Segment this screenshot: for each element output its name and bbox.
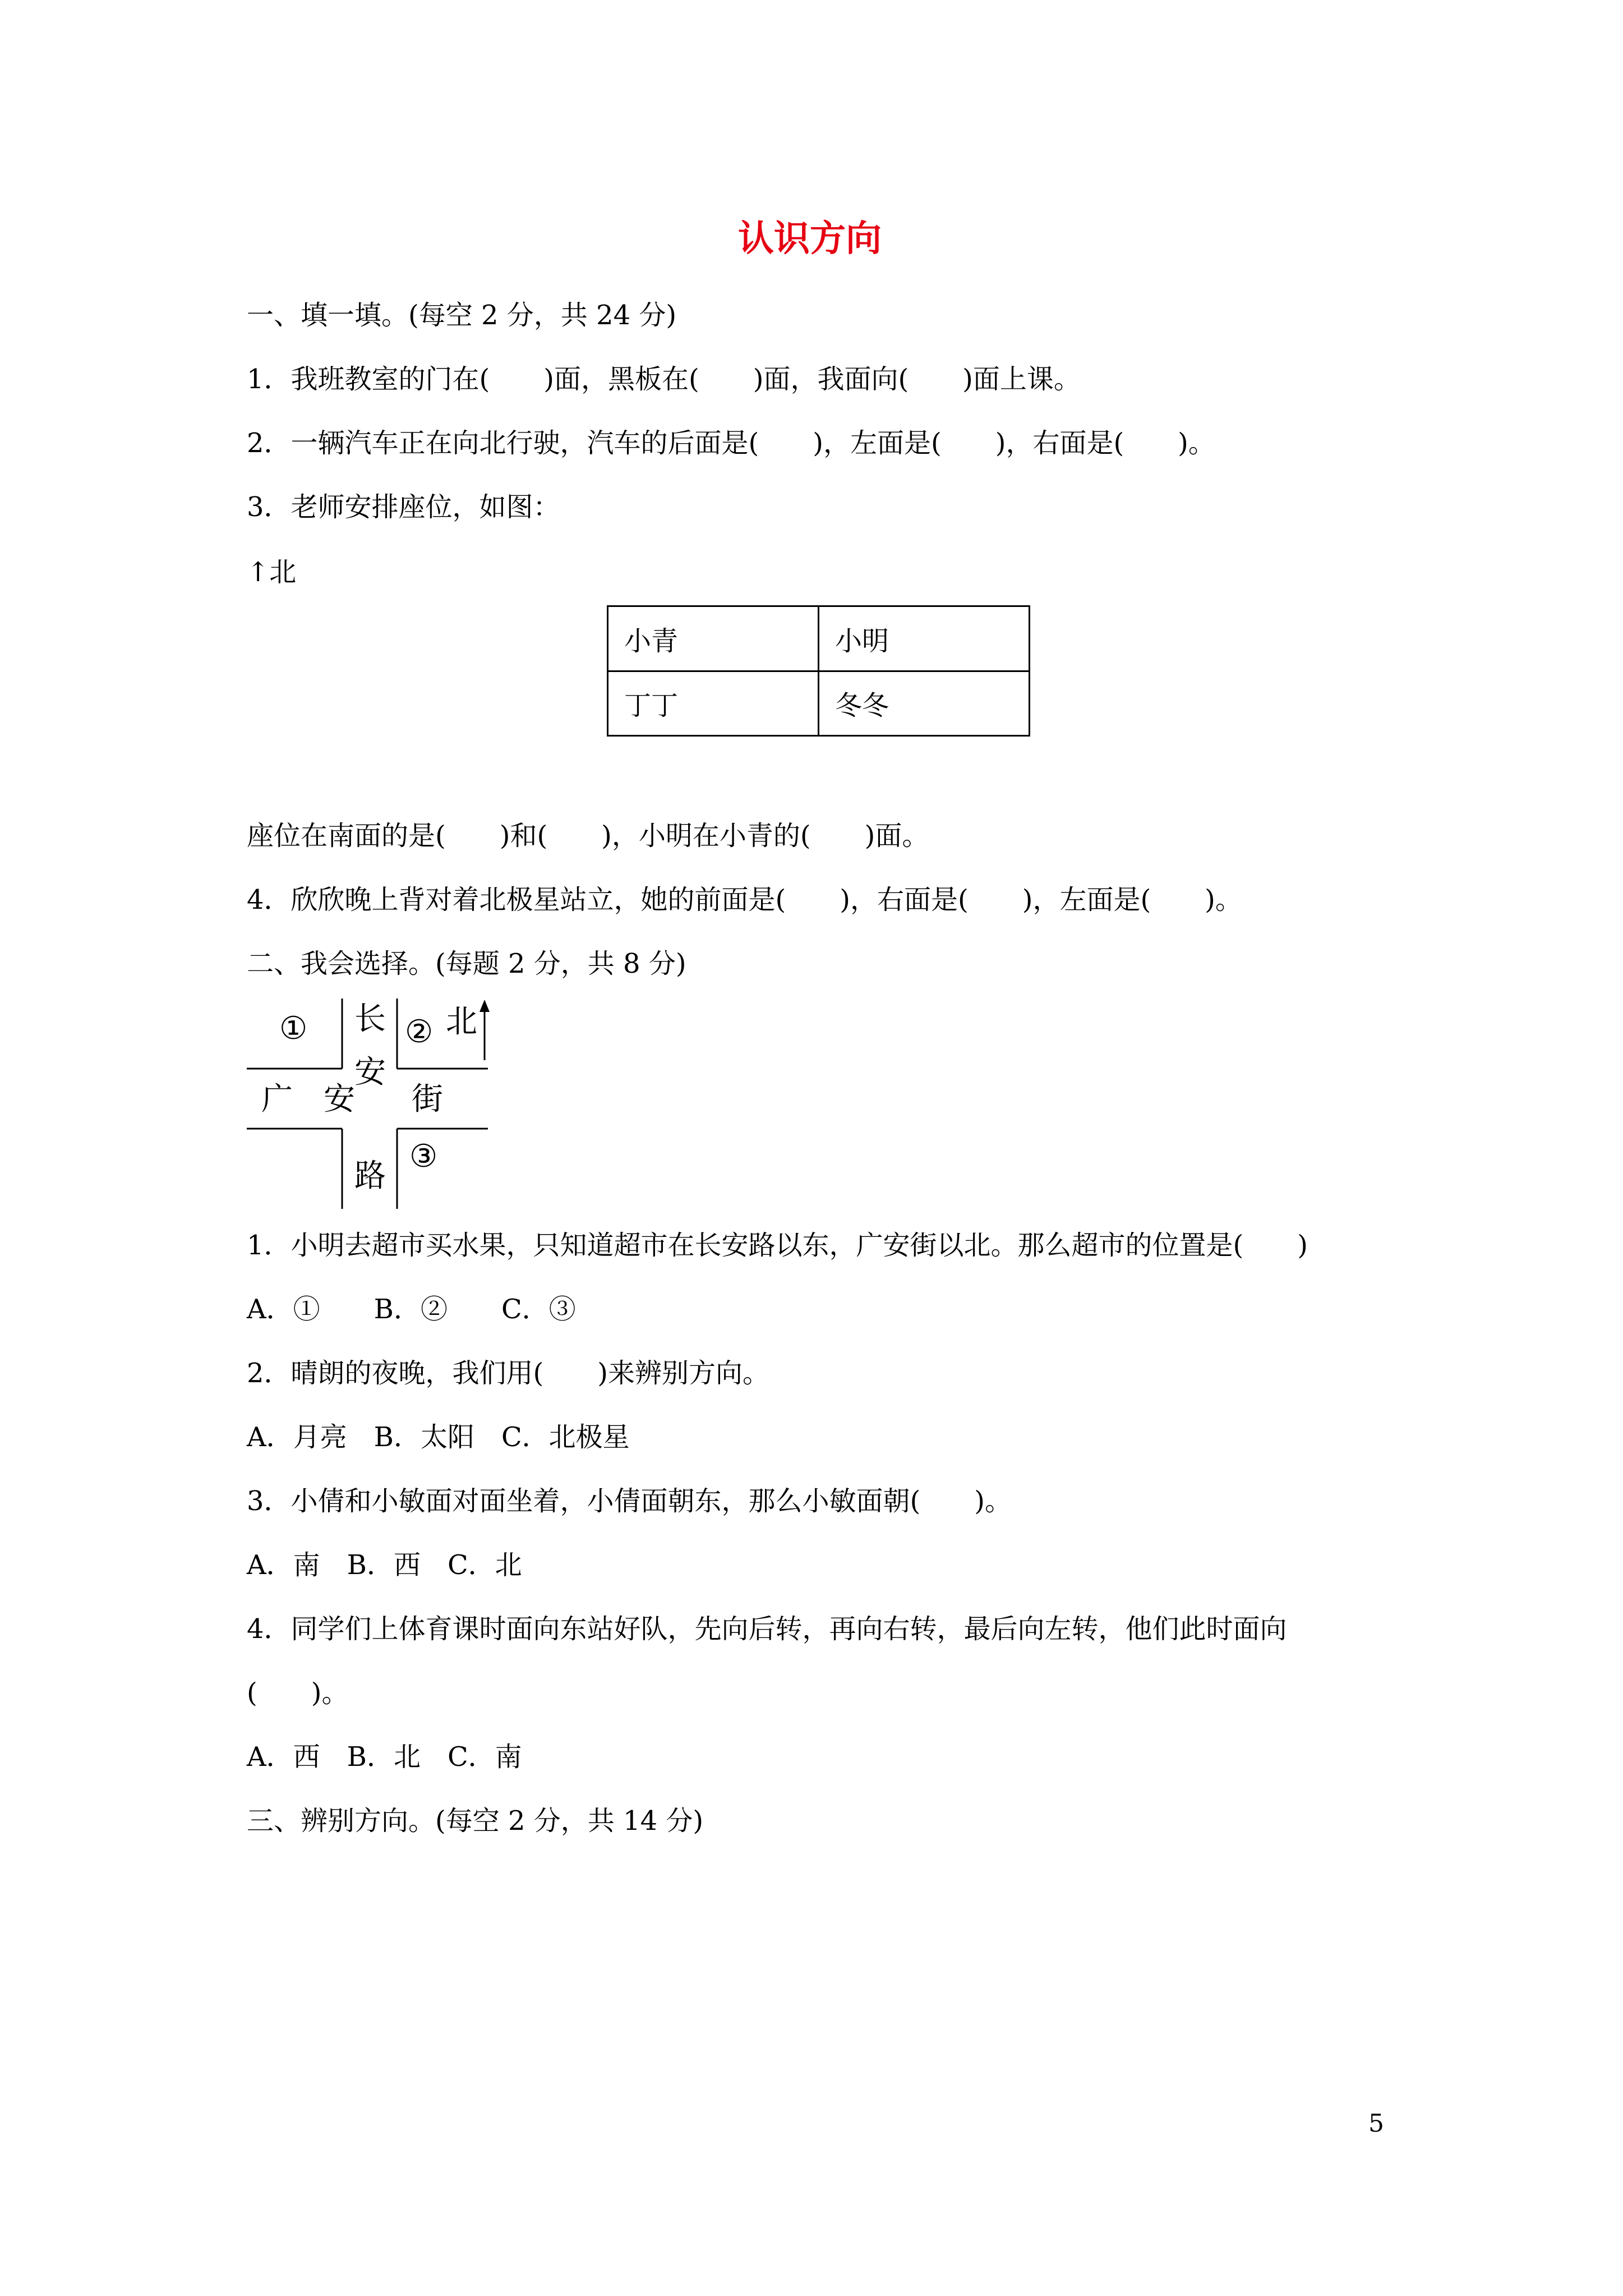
road-ns-char: 长 (354, 1001, 386, 1037)
s1-question-2: 2．一辆汽车正在向北行驶，汽车的后面是( )，左面是( )，右面是( )。 (247, 427, 1215, 459)
region-3-label: ③ (409, 1138, 438, 1175)
seat-cell: 冬冬 (819, 671, 1030, 736)
s1-question-3-fill: 座位在南面的是( )和( )，小明在小青的( )面。 (247, 820, 929, 852)
road-ew-char: 安 (324, 1081, 355, 1117)
s2-question-3: 3．小倩和小敏面对面坐着，小倩面朝东，那么小敏面朝( )。 (247, 1485, 1012, 1517)
region-2-label: ② (405, 1014, 434, 1050)
s1-question-4: 4．欣欣晚上背对着北极星站立，她的前面是( )，右面是( )，左面是( )。 (247, 884, 1242, 915)
s2-question-4-options: A．西 B．北 C．南 (247, 1741, 522, 1773)
road-ew-char: 广 (261, 1081, 293, 1117)
road-ns-char: 安 (354, 1054, 386, 1091)
street-map (247, 999, 505, 1212)
s2-question-3-options: A．南 B．西 C．北 (247, 1549, 522, 1581)
north-label: 北 (446, 1004, 477, 1040)
region-1-label: ① (279, 1010, 308, 1047)
s1-question-1: 1．我班教室的门在( )面，黑板在( )面，我面向( )面上课。 (247, 364, 1081, 395)
s2-question-1: 1．小明去超市买水果，只知道超市在长安路以东，广安街以北。那么超市的位置是( ) (247, 1230, 1308, 1261)
s2-question-2: 2．晴朗的夜晚，我们用( )来辨别方向。 (247, 1358, 769, 1389)
s2-question-1-options: A．① B．② C．③ (247, 1294, 576, 1325)
section1-heading: 一、填一填。(每空 2 分，共 24 分) (247, 300, 677, 331)
seat-cell: 小明 (819, 606, 1030, 671)
road-ew-char: 街 (412, 1081, 443, 1117)
seat-cell: 丁丁 (608, 671, 819, 736)
seat-cell: 小青 (608, 606, 819, 671)
s2-question-4-cont: ( )。 (247, 1677, 349, 1709)
north-marker: ↑北 (247, 556, 297, 588)
page-number: 5 (1368, 2109, 1384, 2138)
s2-question-4: 4．同学们上体育课时面向东站好队，先向后转，再向右转，最后向左转，他们此时面向 (247, 1613, 1287, 1645)
seat-table (607, 605, 1030, 737)
road-ns-char: 路 (354, 1158, 386, 1194)
page-title: 认识方向 (738, 218, 882, 260)
section3-heading: 三、辨别方向。(每空 2 分，共 14 分) (247, 1805, 704, 1837)
north-arrow-icon (479, 1000, 490, 1012)
section2-heading: 二、我会选择。(每题 2 分，共 8 分) (247, 948, 686, 979)
s1-question-3: 3．老师安排座位，如图： (247, 491, 560, 523)
s2-question-2-options: A．月亮 B．太阳 C．北极星 (247, 1421, 630, 1453)
